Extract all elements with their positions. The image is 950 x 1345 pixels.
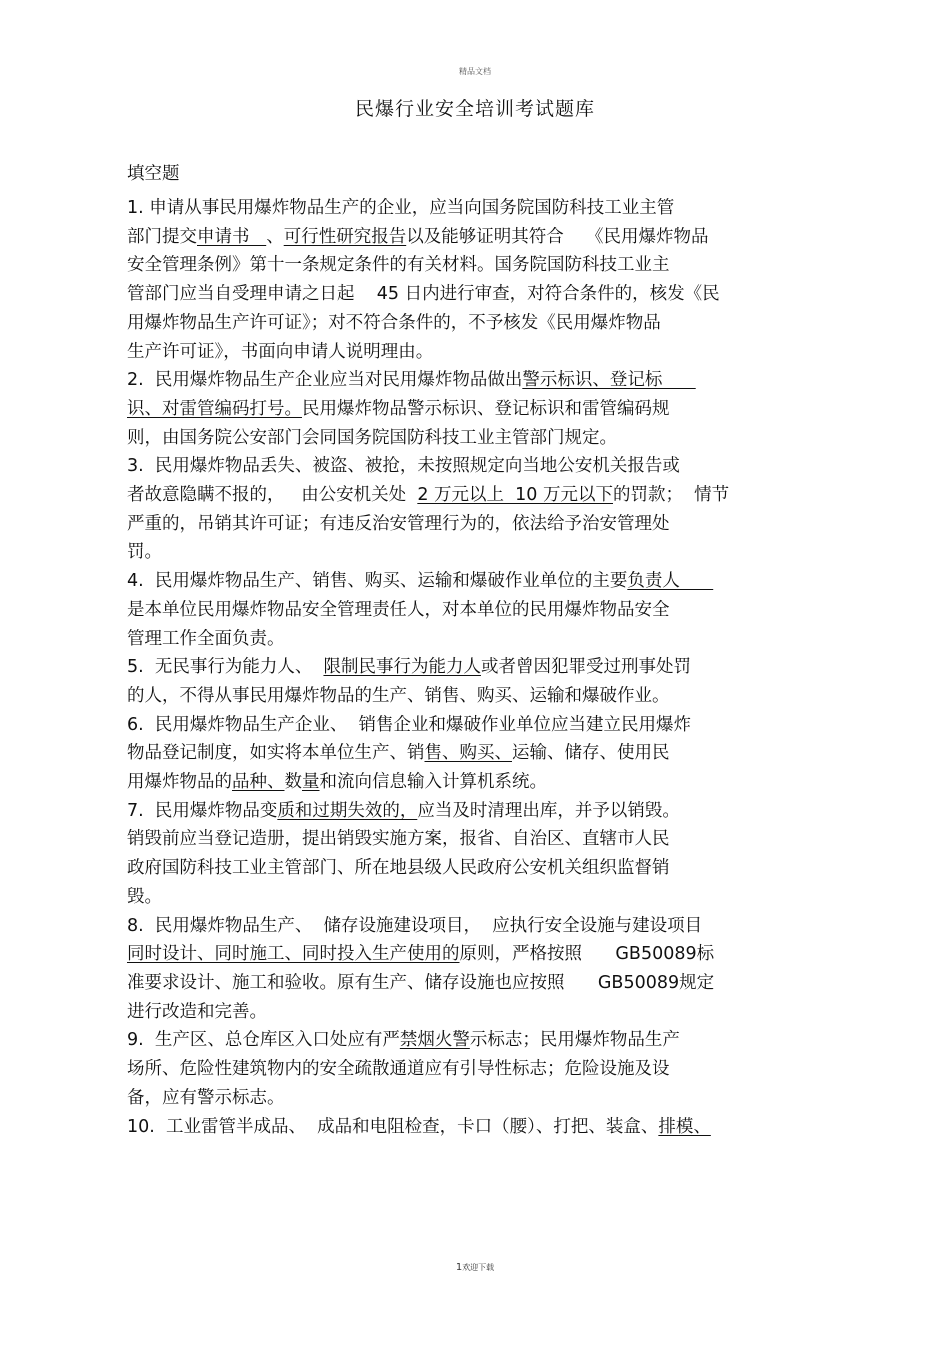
underlined-answer: 排模、 (658, 1116, 711, 1137)
text-line (127, 797, 827, 826)
text-line (127, 567, 827, 596)
text-line (127, 395, 827, 424)
text-segment: 民用爆炸物品警示标识、登记标识和雷管编码规 (302, 398, 670, 419)
text-segment: 原则，严格按照 GB50089标 (459, 944, 715, 965)
text-segment: 9. 生产区、总仓库区入口处应有严 (127, 1030, 400, 1051)
text-line (127, 424, 827, 453)
text-line (127, 1026, 827, 1055)
underlined-answer: 2 万元以上 10 万元以下 (417, 485, 613, 506)
text-segment: 5. 无民事行为能力人、 (127, 657, 324, 678)
text-segment: 备，应有警示标志。 (127, 1087, 285, 1108)
text-segment: 场所、危险性建筑物内的安全疏散通道应有引导性标志；危险设施及设 (127, 1059, 670, 1080)
underlined-answer: 售、购买、 (424, 743, 512, 764)
text-segment: 罚。 (127, 542, 162, 563)
text-line (127, 452, 827, 481)
text-line (127, 768, 827, 797)
text-segment: 安全管理条例》第十一条规定条件的有关材料。国务院国防科技工业主 (127, 255, 670, 276)
text-segment: 6. 民用爆炸物品生产企业、 销售企业和爆破作业单位应当建立民用爆炸 (127, 714, 691, 735)
text-line (127, 1055, 827, 1084)
text-segment: 管部门应当自受理申请之日起 45 日内进行审查，对符合条件的，核发《民 (127, 284, 720, 305)
underlined-answer: 限制民事行为能力人 (323, 657, 481, 678)
text-line (127, 510, 827, 539)
text-segment: 物品登记制度，如实将本单位生产、销 (127, 743, 425, 764)
text-segment: 以及能够证明其符合 《民用爆炸物品 (406, 226, 709, 247)
text-segment: 7. 民用爆炸物品变 (127, 800, 278, 821)
text-segment: 生产许可证》，书面向申请人说明理由。 (127, 341, 434, 362)
underlined-answer: 质和过期失效的， (277, 800, 418, 821)
text-segment: 3. 民用爆炸物品丢失、被盗、被抢，未按照规定向当地公安机关报告或 (127, 456, 680, 477)
text-line (127, 309, 827, 338)
text-segment: 进行改造和完善。 (127, 1001, 267, 1022)
text-line (127, 940, 827, 969)
text-segment: 示标志；民用爆炸物品生产 (469, 1030, 680, 1051)
text-segment: 数 (284, 772, 302, 793)
text-segment: 销毁前应当登记造册，提出销毁实施方案，报省、自治区、直辖市人民 (127, 829, 670, 850)
underlined-answer: 量 (302, 772, 320, 793)
text-segment: 2. 民用爆炸物品生产企业应当对民用爆炸物品做出 (127, 370, 523, 391)
text-segment: 4. 民用爆炸物品生产、销售、购买、运输和爆破作业单位的主要 (127, 571, 628, 592)
text-line (127, 251, 827, 280)
text-segment: 的罚款； 情节 (612, 485, 730, 506)
text-line (127, 883, 827, 912)
text-line (127, 711, 827, 740)
document-title: 民爆行业安全培训考试题库 (354, 98, 595, 120)
text-segment: 的人，不得从事民用爆炸物品的生产、销售、购买、运输和爆破作业。 (127, 685, 670, 706)
text-line (127, 912, 827, 941)
page-header: 精品文档 (459, 67, 491, 76)
text-segment: 是本单位民用爆炸物品安全管理责任人，对本单位的民用爆炸物品安全 (127, 599, 670, 620)
text-line (127, 682, 827, 711)
text-line (127, 1084, 827, 1113)
text-line (127, 739, 827, 768)
underlined-answer: 禁烟火警 (399, 1030, 470, 1051)
text-segment: 8. 民用爆炸物品生产、 储存设施建设项目， 应执行安全设施与建设项目 (127, 915, 703, 936)
text-segment: 1. 申请从事民用爆炸物品生产的企业，应当向国务院国防科技工业主管 (127, 198, 675, 218)
text-line (127, 625, 827, 654)
document-body (127, 194, 827, 1141)
text-segment: 毁。 (127, 886, 162, 907)
text-segment: 管理工作全面负责。 (127, 628, 285, 649)
text-line (127, 1113, 827, 1142)
section-heading: 填空题 (127, 164, 180, 184)
text-segment: 和流向信息输入计算机系统。 (319, 772, 547, 793)
text-line (127, 366, 827, 395)
underlined-answer: 同时设计、同时施工、同时投入生产使用的 (127, 944, 460, 965)
text-line (127, 194, 827, 223)
text-line (127, 538, 827, 567)
text-segment: 者故意隐瞒不报的， 由公安机关处 (127, 485, 418, 506)
underlined-answer: 警示标识、登记标 (522, 370, 696, 391)
text-line (127, 338, 827, 367)
underlined-answer: 可行性研究报告 (283, 226, 407, 247)
underlined-answer: 申请书 (197, 226, 267, 247)
text-line (127, 223, 827, 252)
text-segment: 用爆炸物品生产许可证》；对不符合条件的，不予核发《民用爆炸物品 (127, 312, 661, 333)
text-segment: 或者曾因犯罪受过刑事处罚 (480, 657, 691, 678)
text-segment: 部门提交 (127, 226, 197, 247)
text-line (127, 653, 827, 682)
text-segment: 运输、储存、使用民 (512, 743, 670, 764)
underlined-answer: 识、对雷管编码打号。 (127, 398, 302, 419)
text-segment: 准要求设计、施工和验收。原有生产、储存设施也应按照 GB50089规定 (127, 972, 715, 993)
text-line (127, 825, 827, 854)
text-segment: 、 (266, 226, 284, 247)
underlined-answer: 品种、 (232, 772, 285, 793)
footer-text: 欢迎下载 (462, 1263, 495, 1272)
text-line (127, 280, 827, 309)
text-segment: 则，由国务院公安部门会同国务院国防科技工业主管部门规定。 (127, 427, 617, 448)
text-segment: 用爆炸物品的 (127, 772, 232, 793)
text-line (127, 481, 827, 510)
text-line (127, 998, 827, 1027)
text-segment: 10. 工业雷管半成品、 成品和电阻检查，卡口（腰）、打把、装盒、 (127, 1116, 659, 1137)
text-segment: 严重的，吊销其许可证；有违反治安管理行为的，依法给予治安管理处 (127, 513, 670, 534)
page-number: 1 (455, 1262, 463, 1273)
text-segment: 应当及时清理出库，并予以销毁。 (417, 800, 680, 821)
page-footer (0, 1262, 950, 1273)
text-line (127, 596, 827, 625)
text-segment: 政府国防科技工业主管部门、所在地县级人民政府公安机关组织监督销 (127, 858, 670, 879)
text-line (127, 854, 827, 883)
underlined-answer: 负责人 (627, 571, 714, 592)
text-line (127, 969, 827, 998)
